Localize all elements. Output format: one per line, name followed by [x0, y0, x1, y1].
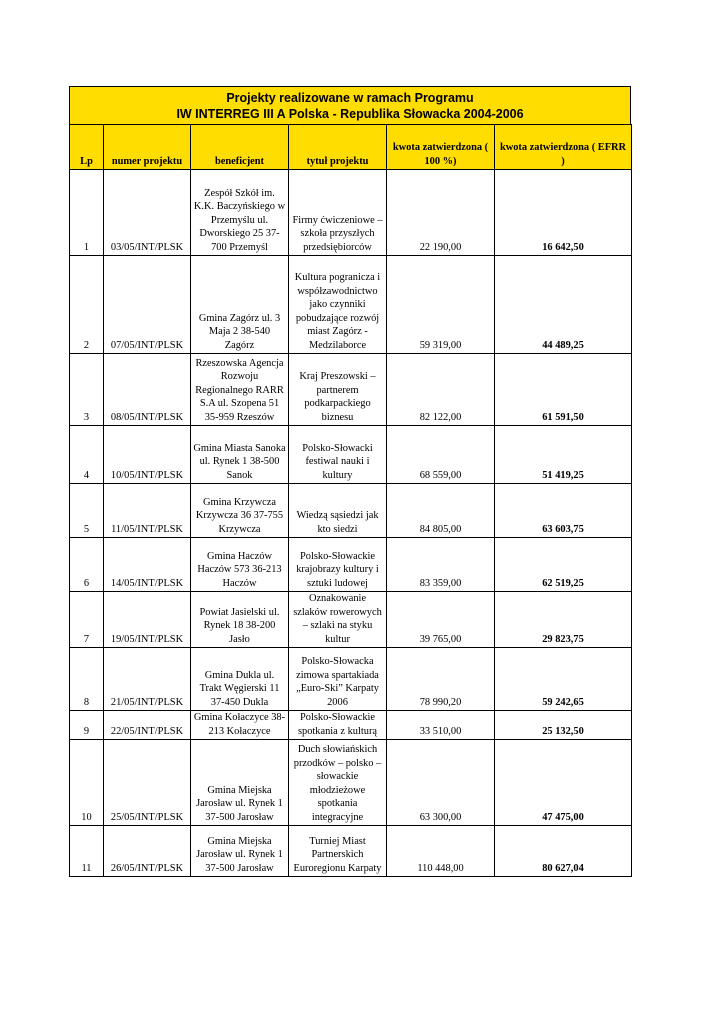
cell-kwota-efrr: 25 132,50 [495, 711, 632, 740]
header-numer: numer projektu [104, 125, 191, 170]
cell-kwota-efrr: 51 419,25 [495, 426, 632, 484]
cell-numer: 21/05/INT/PLSK [104, 648, 191, 711]
cell-kwota-100: 82 122,00 [387, 354, 495, 426]
cell-numer: 10/05/INT/PLSK [104, 426, 191, 484]
cell-lp: 8 [70, 648, 104, 711]
header-beneficjent: beneficjent [191, 125, 289, 170]
cell-numer: 14/05/INT/PLSK [104, 538, 191, 592]
cell-beneficjent: Gmina Miejska Jarosław ul. Rynek 1 37-500 Jarosław [191, 826, 289, 877]
cell-lp: 6 [70, 538, 104, 592]
header-kwota-100: kwota zatwierdzona ( 100 %) [387, 125, 495, 170]
table-row [70, 256, 632, 354]
cell-lp: 9 [70, 711, 104, 740]
cell-lp: 5 [70, 484, 104, 538]
cell-kwota-efrr: 63 603,75 [495, 484, 632, 538]
cell-lp: 4 [70, 426, 104, 484]
cell-kwota-100: 68 559,00 [387, 426, 495, 484]
title-line-1: Projekty realizowane w ramach Programu [226, 90, 474, 105]
cell-beneficjent: Rzeszowska Agencja Rozwoju Regionalnego RARR S.A ul. Szopena 51 35-959 Rzeszów [191, 354, 289, 426]
header-kwota-efrr: kwota zatwierdzona ( EFRR ) [495, 125, 632, 170]
cell-tytul: Turniej Miast Partnerskich Euroregionu Karpaty [289, 826, 387, 877]
cell-numer: 25/05/INT/PLSK [104, 740, 191, 826]
cell-kwota-efrr: 80 627,04 [495, 826, 632, 877]
table-row [70, 170, 632, 256]
cell-kwota-100: 39 765,00 [387, 592, 495, 648]
cell-tytul: Polsko-Słowacki festiwal nauki i kultury [289, 426, 387, 484]
cell-lp: 2 [70, 256, 104, 354]
cell-kwota-efrr: 16 642,50 [495, 170, 632, 256]
cell-kwota-efrr: 62 519,25 [495, 538, 632, 592]
cell-beneficjent: Gmina Krzywcza Krzywcza 36 37-755 Krzywcza [191, 484, 289, 538]
cell-beneficjent: Gmina Miejska Jarosław ul. Rynek 1 37-500 Jarosław [191, 740, 289, 826]
projects-table [69, 124, 632, 877]
cell-tytul: Oznakowanie szlaków rowerowych – szlaki na styku kultur [289, 592, 387, 648]
title-line-2: IW INTERREG III A Polska - Republika Słowacka 2004-2006 [176, 106, 524, 121]
cell-kwota-100: 33 510,00 [387, 711, 495, 740]
table-row [70, 826, 632, 877]
cell-beneficjent: Zespół Szkół im. K.K. Baczyńskiego w Przemyślu ul. Dworskiego 25 37-700 Przemyśl [191, 170, 289, 256]
cell-beneficjent: Gmina Zagórz ul. 3 Maja 2 38-540 Zagórz [191, 256, 289, 354]
cell-numer: 07/05/INT/PLSK [104, 256, 191, 354]
cell-kwota-100: 63 300,00 [387, 740, 495, 826]
table-row [70, 426, 632, 484]
cell-lp: 10 [70, 740, 104, 826]
table-row [70, 538, 632, 592]
cell-numer: 03/05/INT/PLSK [104, 170, 191, 256]
cell-tytul: Kraj Preszowski – partnerem podkarpackiego biznesu [289, 354, 387, 426]
cell-beneficjent: Gmina Kołaczyce 38-213 Kołaczyce [191, 711, 289, 740]
cell-tytul: Duch słowiańskich przodków – polsko – słowackie młodzieżowe spotkania integracyjne [289, 740, 387, 826]
projects-sheet [69, 86, 631, 877]
cell-kwota-efrr: 29 823,75 [495, 592, 632, 648]
cell-beneficjent: Powiat Jasielski ul. Rynek 18 38-200 Jasło [191, 592, 289, 648]
cell-kwota-100: 110 448,00 [387, 826, 495, 877]
table-row [70, 354, 632, 426]
cell-kwota-100: 83 359,00 [387, 538, 495, 592]
header-row [70, 125, 632, 170]
cell-kwota-efrr: 47 475,00 [495, 740, 632, 826]
cell-tytul: Wiedzą sąsiedzi jak kto siedzi [289, 484, 387, 538]
table-row [70, 592, 632, 648]
table-row [70, 711, 632, 740]
cell-tytul: Kultura pogranicza i współzawodnictwo jako czynniki pobudzające rozwój miast Zagórz - Medzilaborce [289, 256, 387, 354]
cell-tytul: Polsko-Słowacka zimowa spartakiada „Euro-Ski” Karpaty 2006 [289, 648, 387, 711]
cell-tytul: Polsko-Słowackie krajobrazy kultury i sztuki ludowej [289, 538, 387, 592]
cell-lp: 11 [70, 826, 104, 877]
cell-numer: 08/05/INT/PLSK [104, 354, 191, 426]
cell-kwota-100: 22 190,00 [387, 170, 495, 256]
cell-numer: 26/05/INT/PLSK [104, 826, 191, 877]
cell-lp: 3 [70, 354, 104, 426]
cell-beneficjent: Gmina Miasta Sanoka ul. Rynek 1 38-500 Sanok [191, 426, 289, 484]
cell-kwota-efrr: 59 242,65 [495, 648, 632, 711]
cell-beneficjent: Gmina Haczów Haczów 573 36-213 Haczów [191, 538, 289, 592]
header-lp: Lp [70, 125, 104, 170]
cell-lp: 7 [70, 592, 104, 648]
table-row [70, 648, 632, 711]
cell-numer: 11/05/INT/PLSK [104, 484, 191, 538]
header-tytul: tytuł projektu [289, 125, 387, 170]
cell-kwota-100: 59 319,00 [387, 256, 495, 354]
cell-numer: 22/05/INT/PLSK [104, 711, 191, 740]
cell-tytul: Firmy ćwiczeniowe – szkoła przyszłych przedsiębiorców [289, 170, 387, 256]
cell-kwota-100: 78 990,20 [387, 648, 495, 711]
table-row [70, 740, 632, 826]
cell-numer: 19/05/INT/PLSK [104, 592, 191, 648]
cell-lp: 1 [70, 170, 104, 256]
cell-kwota-100: 84 805,00 [387, 484, 495, 538]
table-row [70, 484, 632, 538]
sheet-title [69, 86, 631, 124]
cell-kwota-efrr: 44 489,25 [495, 256, 632, 354]
cell-kwota-efrr: 61 591,50 [495, 354, 632, 426]
cell-tytul: Polsko-Słowackie spotkania z kulturą [289, 711, 387, 740]
cell-beneficjent: Gmina Dukla ul. Trakt Węgierski 11 37-450 Dukla [191, 648, 289, 711]
